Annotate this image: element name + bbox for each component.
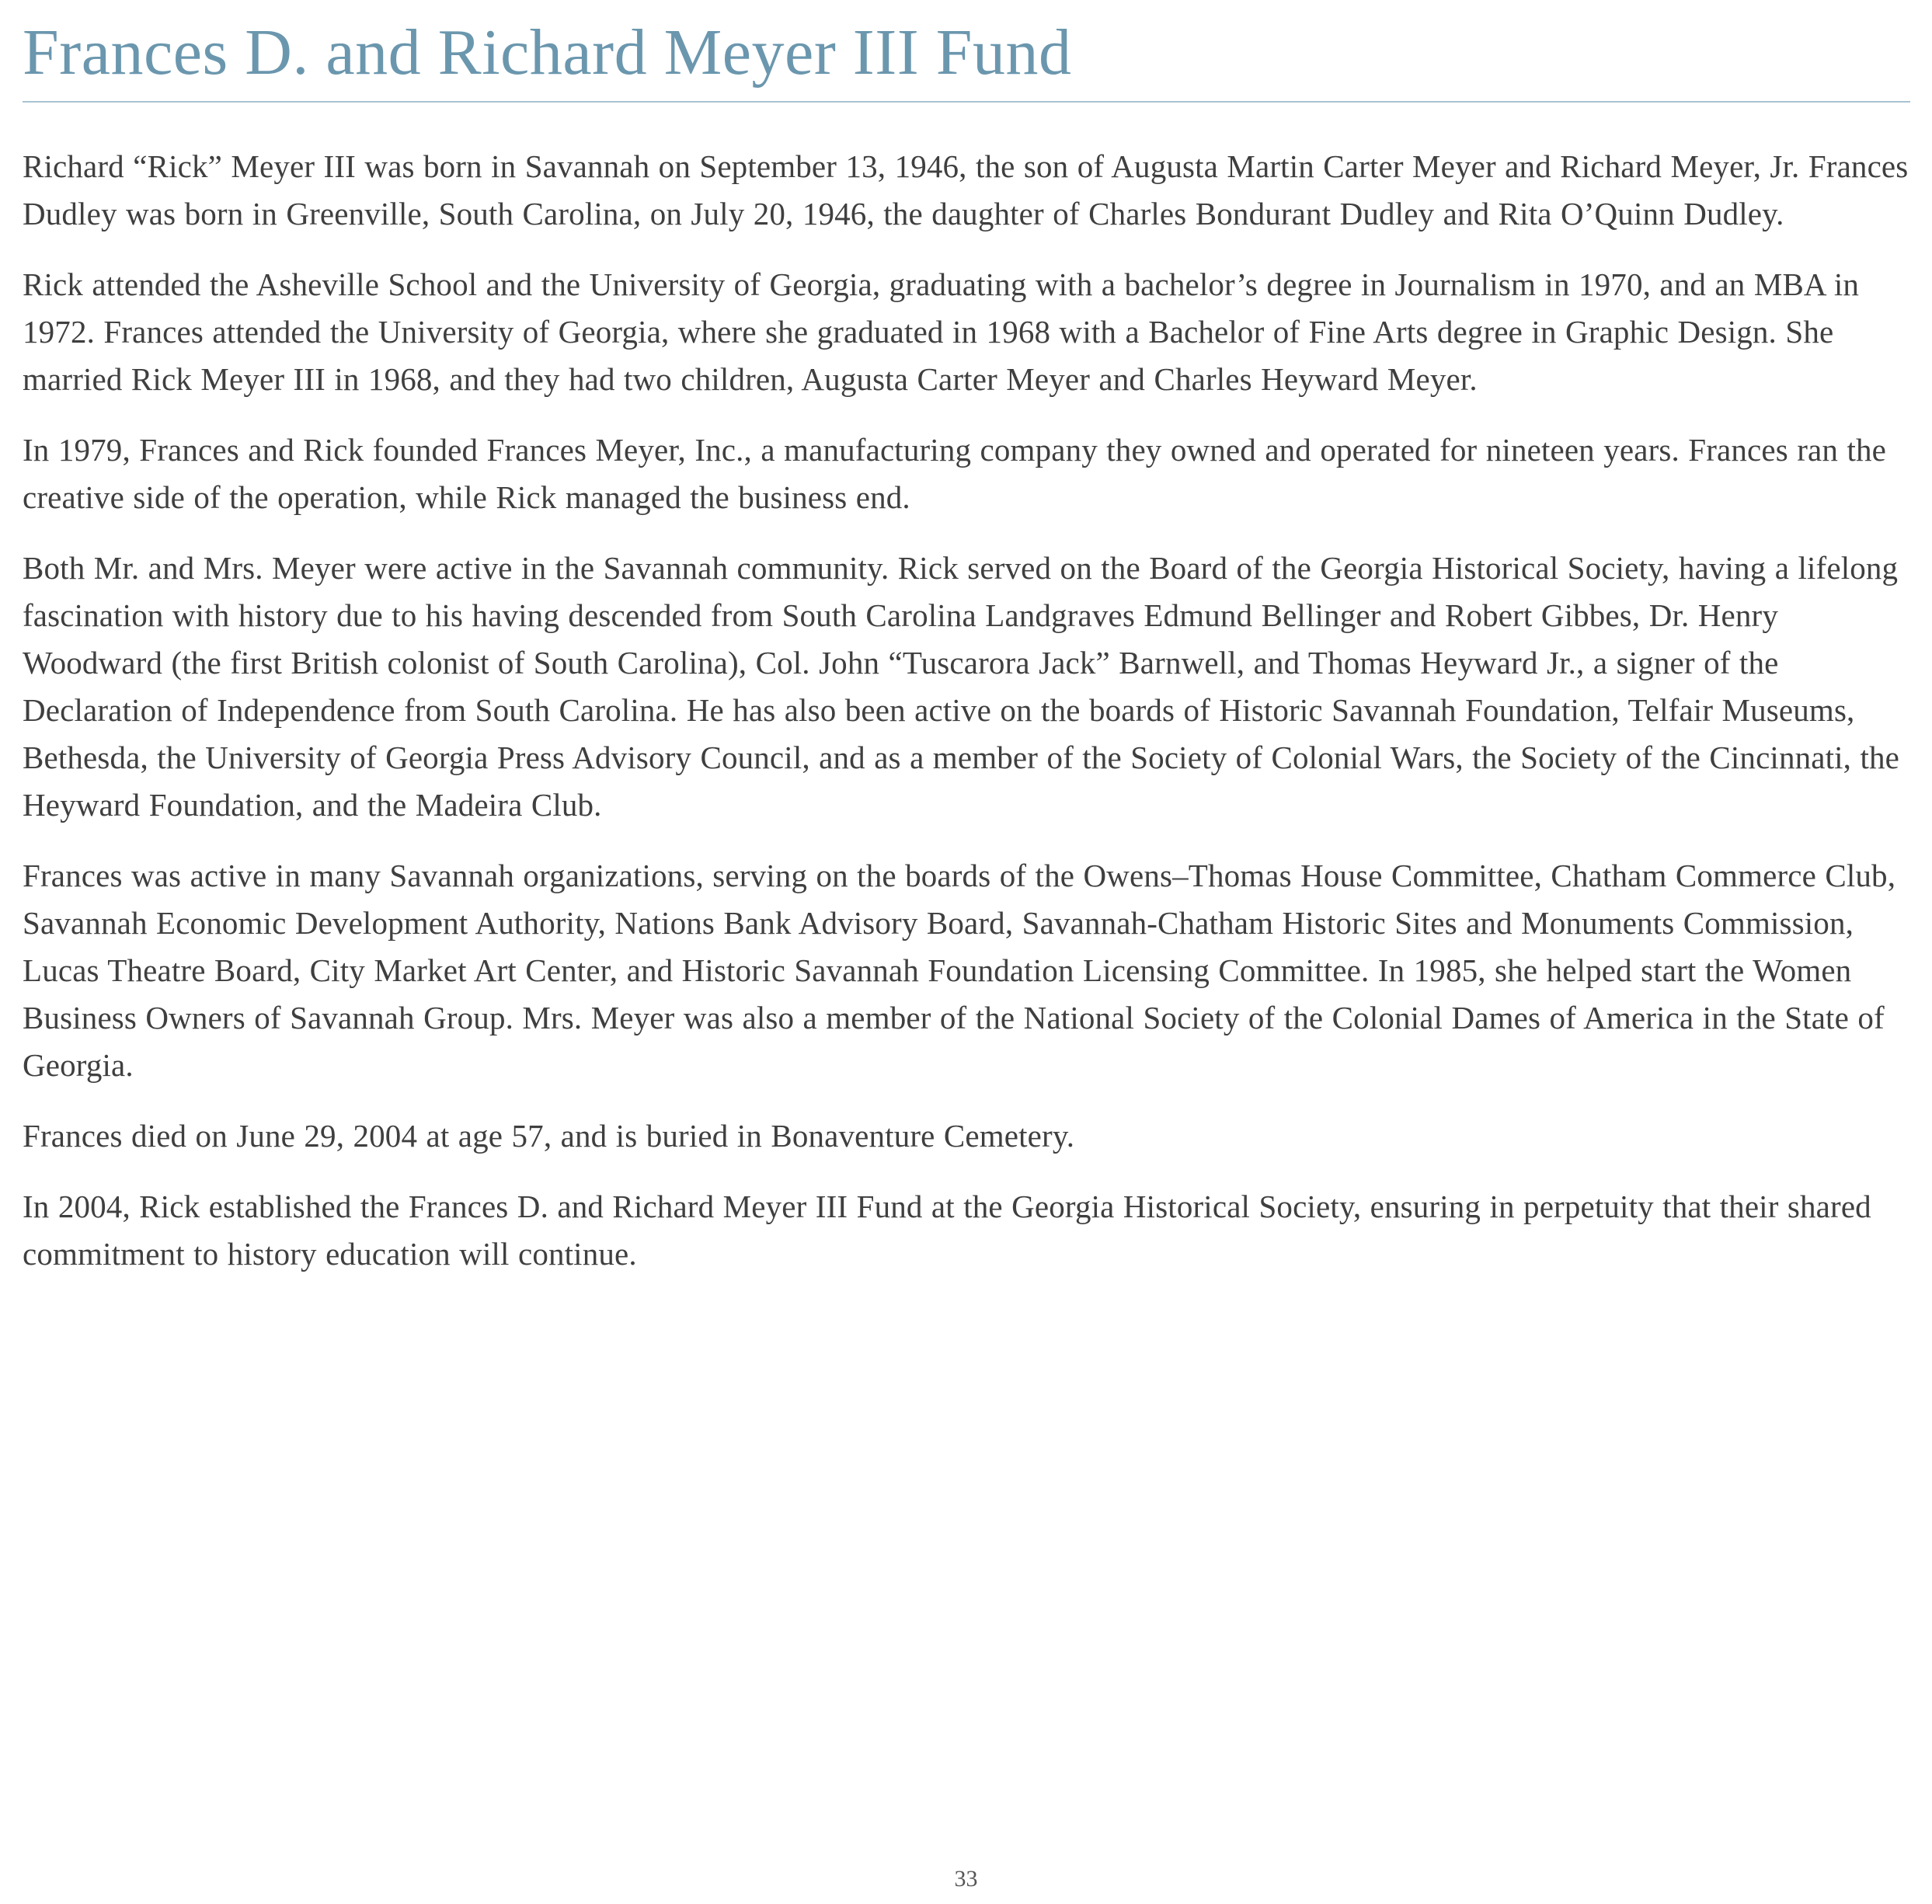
paragraph-birth: Richard “Rick” Meyer III was born in Savannah on September 13, 1946, the son of Augusta Martin Carter Meyer and Richard Meyer, Jr. Frances Dudley was born in Greenville, South Carolina, on July 20, 1946, the daughter of Charles Bondurant Dudley and Rita O’Quinn Dudley.: [23, 148, 1909, 231]
paragraph-organizations: Frances was active in many Savannah organizations, serving on the boards of the Owens–Thomas House Committee, Chatham Commerce Club, Savannah Economic Development Authority, Nations Bank Advisory Board, Savannah-Chatham Historic Sites and Monuments Commission, Lucas Theatre Board, City Market Art Center, and Historic Savannah Foundation Licensing Committee. In 1985, she helped start the Women Business Owners of Savannah Group. Mrs. Meyer was also a member of the National Society of the Colonial Dames of America in the State of Georgia.: [23, 858, 1896, 1083]
page-number: 33: [954, 1866, 978, 1892]
document-page: [23, 0, 1910, 1301]
paragraph-education: Rick attended the Asheville School and the University of Georgia, graduating with a bachelor’s degree in Journalism in 1970, and an MBA in 1972. Frances attended the University of Georgia, where she graduated in 1968 with a Bachelor of Fine Arts degree in Graphic Design. She married Rick Meyer III in 1968, and they had two children, Augusta Carter Meyer and Charles Heyward Meyer.: [23, 266, 1860, 397]
paragraph-community: Both Mr. and Mrs. Meyer were active in the Savannah community. Rick served on the Board of the Georgia Historical Society, having a lifelong fascination with history due to his having descended from South Carolina Landgraves Edmund Bellinger and Robert Gibbes, Dr. Henry Woodward (the first British colonist of South Carolina), Col. John “Tuscarora Jack” Barnwell, and Thomas Heyward Jr., a signer of the Declaration of Independence from South Carolina. He has also been active on the boards of Historic Savannah Foundation, Telfair Museums, Bethesda, the University of Georgia Press Advisory Council, and as a member of the Society of Colonial Wars, the Society of the Cincinnati, the Heyward Foundation, and the Madeira Club.: [23, 550, 1900, 823]
title-divider: [23, 101, 1910, 103]
paragraph-company: In 1979, Frances and Rick founded Frances Meyer, Inc., a manufacturing company they owned and operated for nineteen years. Frances ran the creative side of the operation, while Rick managed the business end.: [23, 432, 1886, 515]
document-body: [23, 143, 1910, 1278]
paragraph-death: Frances died on June 29, 2004 at age 57, and is buried in Bonaventure Cemetery.: [23, 1118, 1075, 1154]
paragraph-fund: In 2004, Rick established the Frances D. and Richard Meyer III Fund at the Georgia Historical Society, ensuring in perpetuity that their shared commitment to history education will continue.: [23, 1189, 1871, 1272]
page-title: Frances D. and Richard Meyer III Fund: [23, 16, 1072, 89]
